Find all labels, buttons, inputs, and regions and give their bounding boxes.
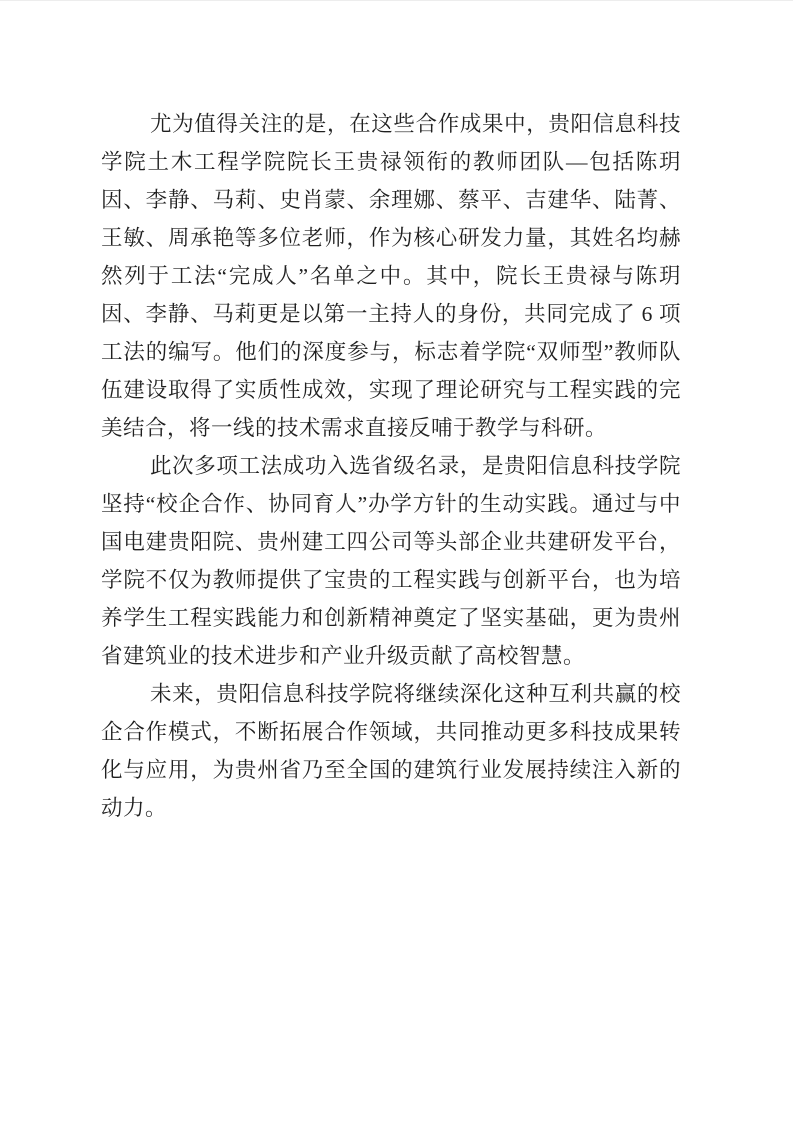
- paragraph-1: 尤为值得关注的是，在这些合作成果中，贵阳信息科技学院土木工程学院院长王贵禄领衔的教师团队—包括陈玥因、李静、马莉、史肖蒙、余理娜、蔡平、吉建华、陆菁、王敏、周承艳等多位老师，作为核心研发力量，其姓名均赫然列于工法“完成人”名单之中。其中，院长王贵禄与陈玥因、李静、马莉更是以第一主持人的身份，共同完成了 6 项工法的编写。他们的深度参与，标志着学院“双师型”教师队伍建设取得了实质性成效，实现了理论研究与工程实践的完美结合，将一线的技术需求直接反哺于教学与科研。: [101, 112, 681, 440]
- paragraph-3: 未来，贵阳信息科技学院将继续深化这种互利共赢的校企合作模式，不断拓展合作领域，共同推动更多科技成果转化与应用，为贵州省乃至全国的建筑行业发展持续注入新的动力。: [101, 682, 681, 820]
- paragraph-2: 此次多项工法成功入选省级名录，是贵阳信息科技学院坚持“校企合作、协同育人”办学方针的生动实践。通过与中国电建贵阳院、贵州建工四公司等头部企业共建研发平台，学院不仅为教师提供了宝贵的工程实践与创新平台，也为培养学生工程实践能力和创新精神奠定了坚实基础，更为贵州省建筑业的技术进步和产业升级贡献了高校智慧。: [101, 454, 681, 668]
- document-body: [101, 105, 681, 827]
